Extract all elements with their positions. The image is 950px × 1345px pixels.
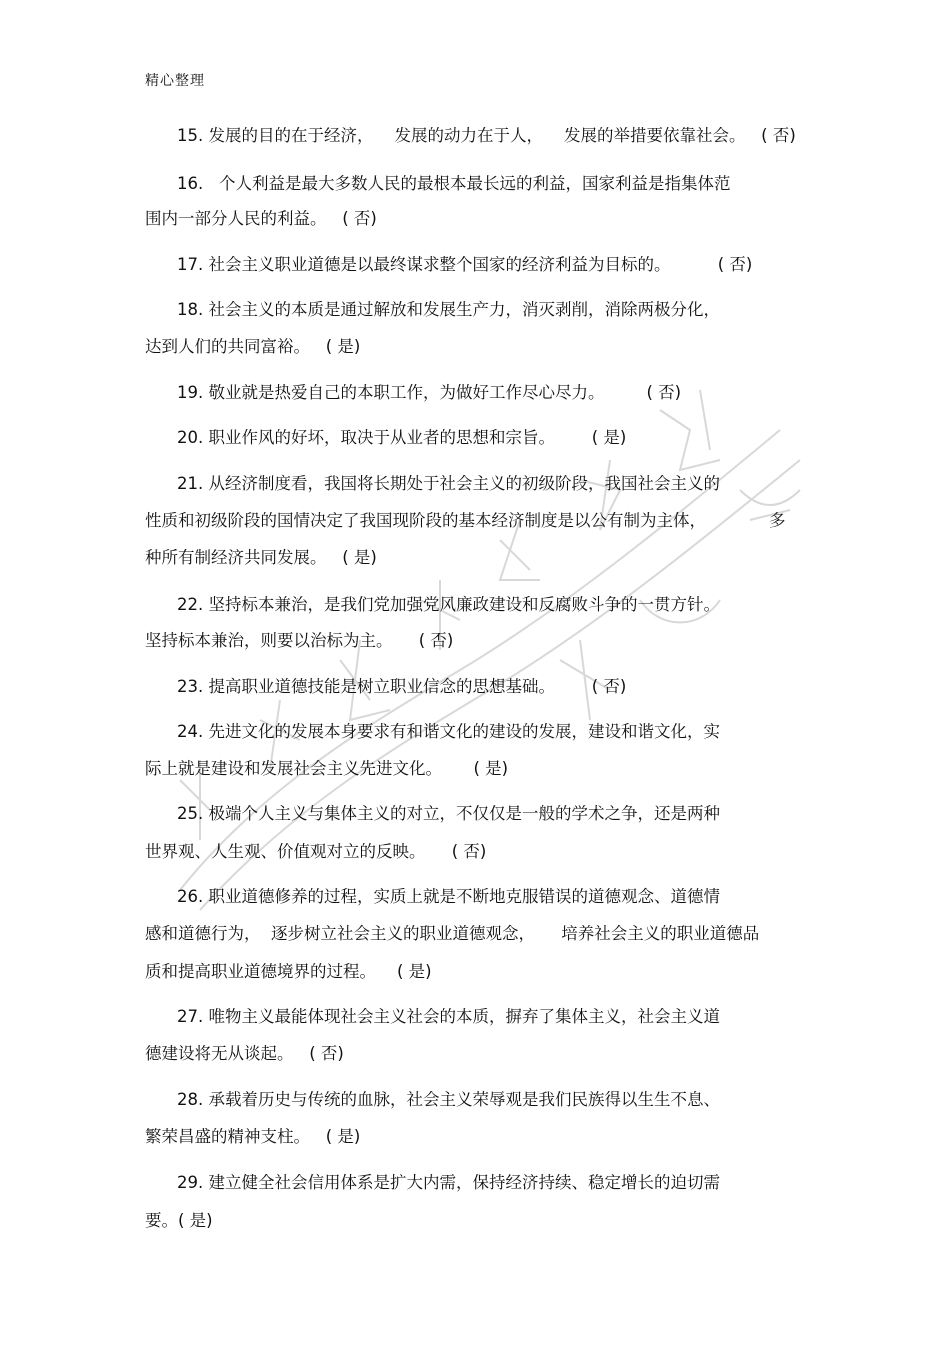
question-line-first: 21. 从经济制度看，我国将长期处于社会主义的初级阶段，我国社会主义的 bbox=[177, 474, 720, 493]
question-line-continued: 坚持标本兼治，则要以治标为主。 ( 否) bbox=[145, 631, 454, 650]
question-line-first: 29. 建立健全社会信用体系是扩大内需，保持经济持续、稳定增长的迫切需 bbox=[177, 1173, 720, 1192]
question-line-first: 27. 唯物主义最能体现社会主义社会的本质，摒弃了集体主义，社会主义道 bbox=[177, 1007, 720, 1026]
question-line-first: 17. 社会主义职业道德是以最终谋求整个国家的经济利益为目标的。 ( 否) bbox=[177, 255, 753, 274]
question-line-first: 19. 敬业就是热爱自己的本职工作，为做好工作尽心尽力。 ( 否) bbox=[177, 383, 682, 402]
question-line-continued: 感和道德行为， 逐步树立社会主义的职业道德观念， 培养社会主义的职业道德品 bbox=[145, 924, 760, 943]
question-line-first: 26. 职业道德修养的过程，实质上就是不断地克服错误的道德观念、道德情 bbox=[177, 887, 720, 906]
question-line-first: 22. 坚持标本兼治，是我们党加强党风廉政建设和反腐败斗争的一贯方针。 bbox=[177, 595, 720, 614]
question-line-first: 20. 职业作风的好坏，取决于从业者的思想和宗旨。 ( 是) bbox=[177, 428, 627, 447]
question-line-first: 15. 发展的目的在于经济， 发展的动力在于人， 发展的举措要依靠社会。 ( 否) bbox=[177, 126, 796, 145]
question-line-continued: 达到人们的共同富裕。 ( 是) bbox=[145, 337, 361, 356]
question-line-first: 16. 个人利益是最大多数人民的最根本最长远的利益，国家利益是指集体范 bbox=[177, 174, 731, 193]
question-line-continued: 要。( 是) bbox=[145, 1211, 213, 1230]
question-line-continued: 围内一部分人民的利益。 ( 否) bbox=[145, 209, 377, 228]
question-line-continued: 世界观、人生观、价值观对立的反映。 ( 否) bbox=[145, 842, 487, 861]
question-line-first: 23. 提高职业道德技能是树立职业信念的思想基础。 ( 否) bbox=[177, 677, 627, 696]
question-line-first: 18. 社会主义的本质是通过解放和发展生产力，消灭剥削，消除两极分化， bbox=[177, 300, 720, 319]
question-line-continued: 德建设将无从谈起。 ( 否) bbox=[145, 1044, 344, 1063]
page-header: 精心整理 bbox=[145, 73, 205, 89]
question-line-first: 24. 先进文化的发展本身要求有和谐文化的建设的发展，建设和谐文化，实 bbox=[177, 722, 720, 741]
question-line-continued: 种所有制经济共同发展。 ( 是) bbox=[145, 548, 377, 567]
question-line-first: 25. 极端个人主义与集体主义的对立，不仅仅是一般的学术之争，还是两种 bbox=[177, 804, 720, 823]
question-line-continued: 性质和初级阶段的国情决定了我国现阶段的基本经济制度是以公有制为主体， 多 bbox=[145, 511, 786, 530]
question-line-continued: 质和提高职业道德境界的过程。 ( 是) bbox=[145, 962, 432, 981]
question-line-continued: 繁荣昌盛的精神支柱。 ( 是) bbox=[145, 1127, 361, 1146]
question-line-first: 28. 承载着历史与传统的血脉，社会主义荣辱观是我们民族得以生生不息、 bbox=[177, 1090, 720, 1109]
question-line-continued: 际上就是建设和发展社会主义先进文化。 ( 是) bbox=[145, 759, 509, 778]
